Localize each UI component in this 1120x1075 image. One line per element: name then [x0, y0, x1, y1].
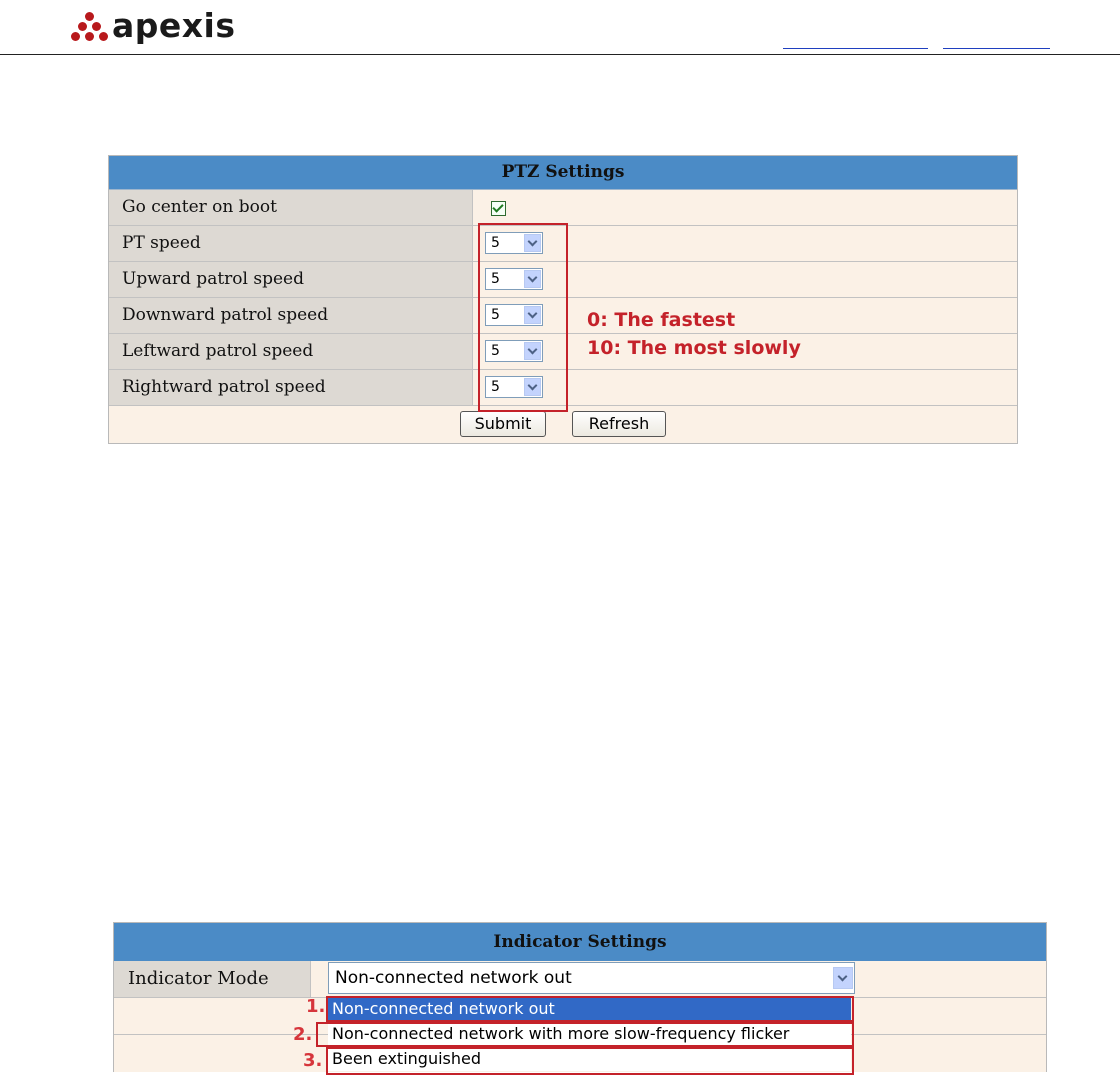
- leftward-speed-value: 5: [491, 343, 500, 359]
- speed-note-fastest: 0: The fastest: [587, 309, 736, 331]
- upward-speed-value: 5: [491, 271, 500, 287]
- upward-speed-label: Upward patrol speed: [109, 262, 473, 297]
- option-1-highlight: [326, 996, 854, 1022]
- rightward-speed-value: 5: [491, 379, 500, 395]
- go-center-label: Go center on boot: [109, 190, 473, 225]
- header-link-2[interactable]: [943, 46, 1050, 49]
- indicator-settings-title: Indicator Settings: [114, 923, 1046, 961]
- refresh-button[interactable]: Refresh: [572, 411, 666, 437]
- ptz-settings-title: PTZ Settings: [109, 156, 1017, 190]
- brand-logo: [70, 6, 236, 46]
- rightward-speed-label: Rightward patrol speed: [109, 370, 473, 405]
- speed-note-slowest: 10: The most slowly: [587, 337, 801, 359]
- indicator-option-3[interactable]: Been extinguished: [328, 1047, 851, 1071]
- go-center-checkbox[interactable]: [491, 201, 506, 216]
- option-3-number: 3.: [303, 1050, 323, 1071]
- chevron-down-icon[interactable]: [833, 967, 853, 989]
- ptz-row-go-center: [109, 190, 1017, 226]
- indicator-mode-value: Non-connected network out: [335, 968, 572, 988]
- pt-speed-value: 5: [491, 235, 500, 251]
- indicator-option-1[interactable]: Non-connected network out: [328, 997, 851, 1021]
- apexis-logo-icon: [70, 8, 110, 44]
- downward-speed-value: 5: [491, 307, 500, 323]
- downward-speed-label: Downward patrol speed: [109, 298, 473, 333]
- leftward-speed-label: Leftward patrol speed: [109, 334, 473, 369]
- option-2-highlight: [316, 1022, 854, 1047]
- header-divider: [0, 54, 1120, 55]
- brand-name: apexis: [112, 6, 236, 45]
- speed-selects-highlight: [478, 223, 568, 412]
- indicator-mode-select[interactable]: [328, 962, 855, 994]
- submit-button[interactable]: Submit: [460, 411, 546, 437]
- header-link-1[interactable]: [783, 46, 928, 49]
- indicator-option-2[interactable]: Non-connected network with more slow-frequency flicker: [328, 1022, 851, 1046]
- pt-speed-label: PT speed: [109, 226, 473, 261]
- option-1-number: 1.: [306, 996, 326, 1017]
- indicator-mode-label: Indicator Mode: [114, 961, 311, 997]
- option-2-number: 2.: [293, 1024, 313, 1045]
